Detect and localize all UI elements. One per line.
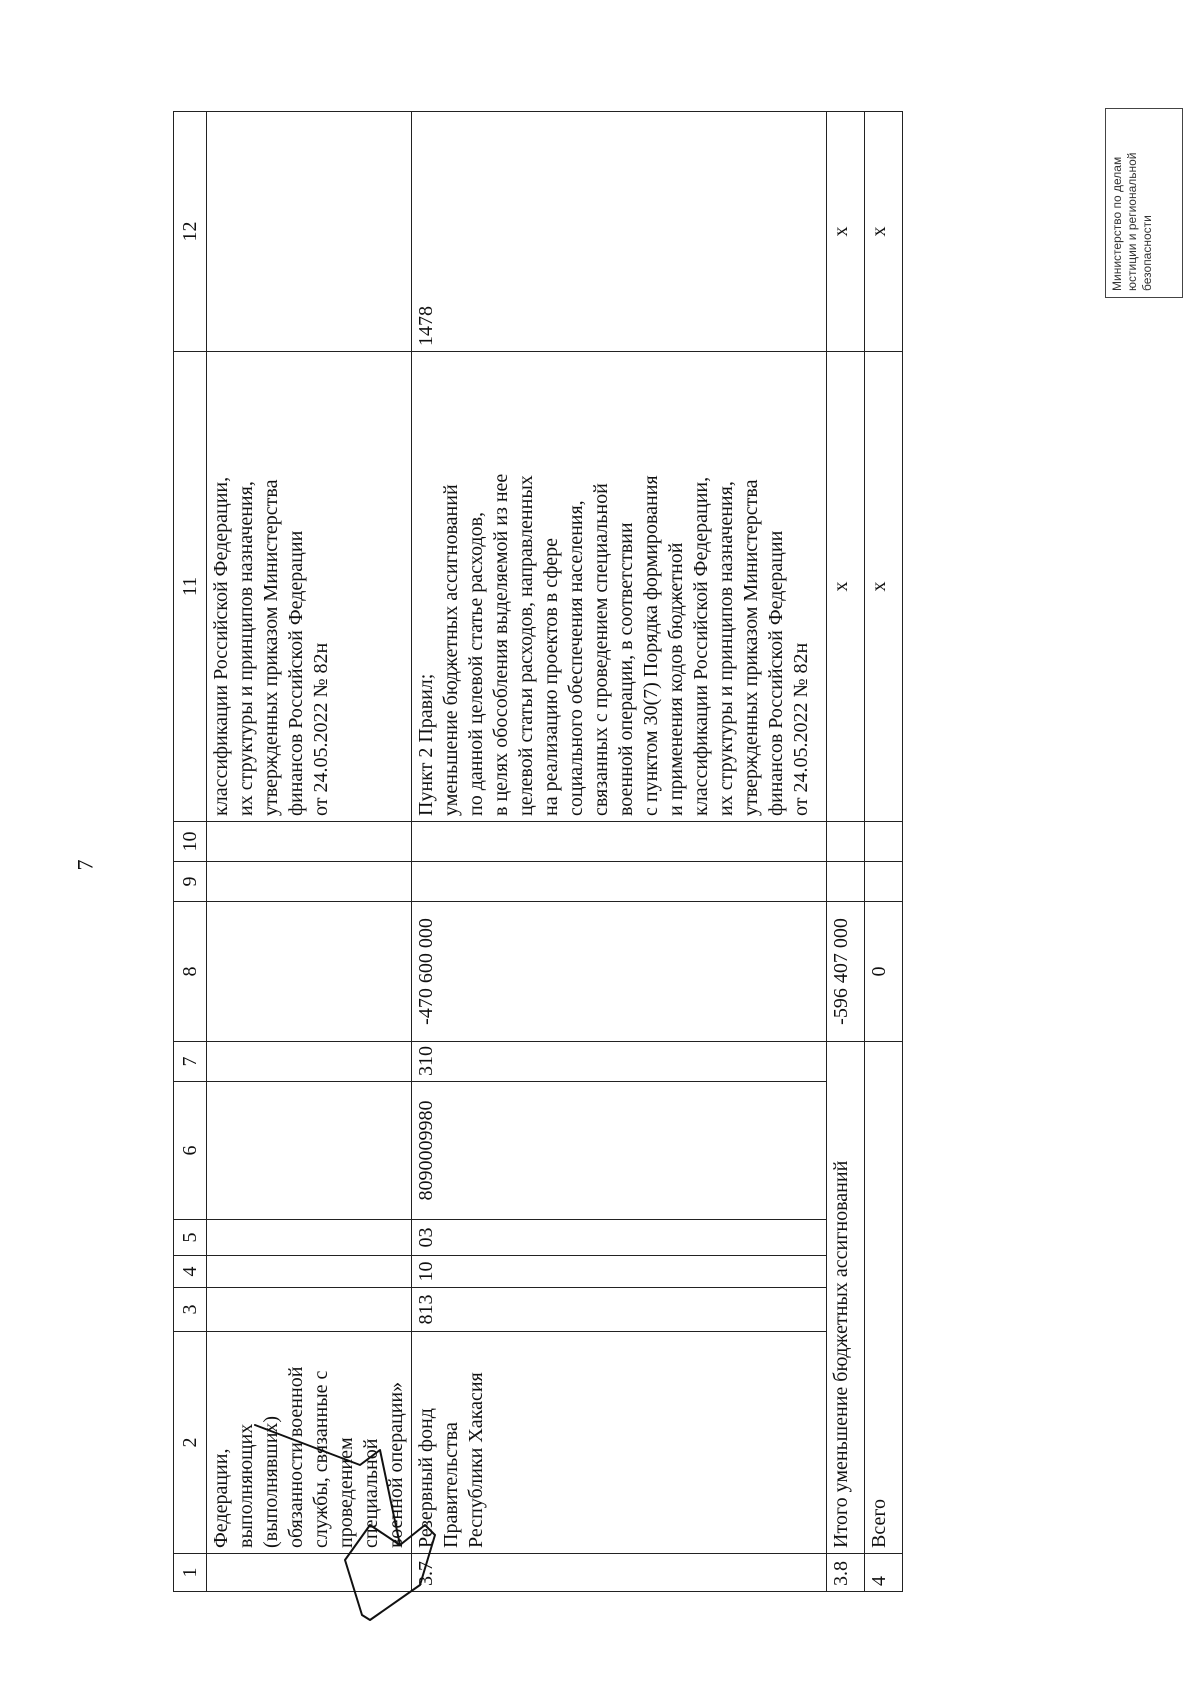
header-cell: 11 <box>174 352 207 822</box>
cell-col7 <box>207 1042 412 1082</box>
cell-col9 <box>207 862 412 902</box>
cell-col12: x <box>865 112 903 352</box>
cell-col8: -596 407 000 <box>827 902 865 1042</box>
cell-basis: x <box>827 352 865 822</box>
handwritten-signature <box>250 1405 440 1625</box>
header-cell: 8 <box>174 902 207 1042</box>
cell-basis: классификации Российской Федерации, их структуры и принципов назначения, утвержденных приказом Министерства финансов Российской Федерации от 24.05.2022 № 82н <box>207 352 412 822</box>
table-row-3-8 <box>827 112 865 1592</box>
cell-col5: 03 <box>412 1220 827 1256</box>
cell-name: Федерации, выполняющих (выполнявших) обязанности военной службы, связанные с проведением специальной военной операции» <box>207 1332 412 1554</box>
cell-col12: 1478 <box>412 112 827 352</box>
cell-col6 <box>207 1082 412 1220</box>
stamp-box <box>1105 108 1183 298</box>
cell-col10 <box>412 822 827 862</box>
header-cell: 5 <box>174 1220 207 1256</box>
cell-col9 <box>412 862 827 902</box>
header-cell: 3 <box>174 1288 207 1332</box>
budget-table-container <box>173 112 903 1592</box>
table-row-4 <box>865 112 903 1592</box>
cell-col10 <box>827 822 865 862</box>
cell-basis: Пункт 2 Правил; уменьшение бюджетных ассигнований по данной целевой статье расходов, в целях обособления выделяемой из нее целевой статьи расходов, направленных на реализацию проектов в сфере социального обеспечения населения, связанных с проведением специальной военной операции, в соответствии с пунктом 30(7) Порядка формирования и применения кодов бюджетной классификации Российской Федерации, их структуры и принципов назначения, утвержденных приказом Министерства финансов Российской Федерации от 24.05.2022 № 82н <box>412 352 827 822</box>
registration-stamp <box>1105 0 1185 291</box>
cell-col10 <box>865 822 903 862</box>
page-number: 7 <box>72 859 98 871</box>
cell-grand-total-label: Всего <box>865 1042 903 1554</box>
cell-col7: 310 <box>412 1042 827 1082</box>
stamp-line: юстиции и региональной <box>1125 152 1139 291</box>
stamp-line: безопасности <box>1140 215 1154 291</box>
header-cell: 4 <box>174 1256 207 1288</box>
table-row-3-7 <box>412 112 827 1592</box>
cell-col10 <box>207 822 412 862</box>
header-cell: 2 <box>174 1332 207 1554</box>
cell-basis: x <box>865 352 903 822</box>
cell-col9 <box>865 862 903 902</box>
header-cell: 1 <box>174 1554 207 1592</box>
cell-col6: 8090009980 <box>412 1082 827 1220</box>
cell-name: Резервный фонд Правительства Республики Хакасия <box>412 1332 827 1554</box>
header-cell: 7 <box>174 1042 207 1082</box>
cell-col12 <box>207 112 412 352</box>
cell-col9 <box>827 862 865 902</box>
cell-col4: 10 <box>412 1256 827 1288</box>
cell-number: 4 <box>865 1554 903 1592</box>
cell-col3 <box>207 1288 412 1332</box>
header-cell: 6 <box>174 1082 207 1220</box>
table-row-continuation <box>207 112 412 1592</box>
stamp-line: Министерство по делам <box>1110 156 1124 291</box>
budget-table <box>173 111 903 1592</box>
header-cell: 9 <box>174 862 207 902</box>
cell-col8: -470 600 000 <box>412 902 827 1042</box>
cell-number: 3.8 <box>827 1554 865 1592</box>
cell-col8: 0 <box>865 902 903 1042</box>
cell-col4 <box>207 1256 412 1288</box>
cell-col3: 813 <box>412 1288 827 1332</box>
cell-total-label: Итого уменьшение бюджетных ассигнований <box>827 1042 865 1554</box>
cell-col8 <box>207 902 412 1042</box>
header-cell: 12 <box>174 112 207 352</box>
cell-col12: x <box>827 112 865 352</box>
cell-col5 <box>207 1220 412 1256</box>
cell-number: 3.7 <box>412 1554 827 1592</box>
table-header-row <box>174 112 207 1592</box>
header-cell: 10 <box>174 822 207 862</box>
